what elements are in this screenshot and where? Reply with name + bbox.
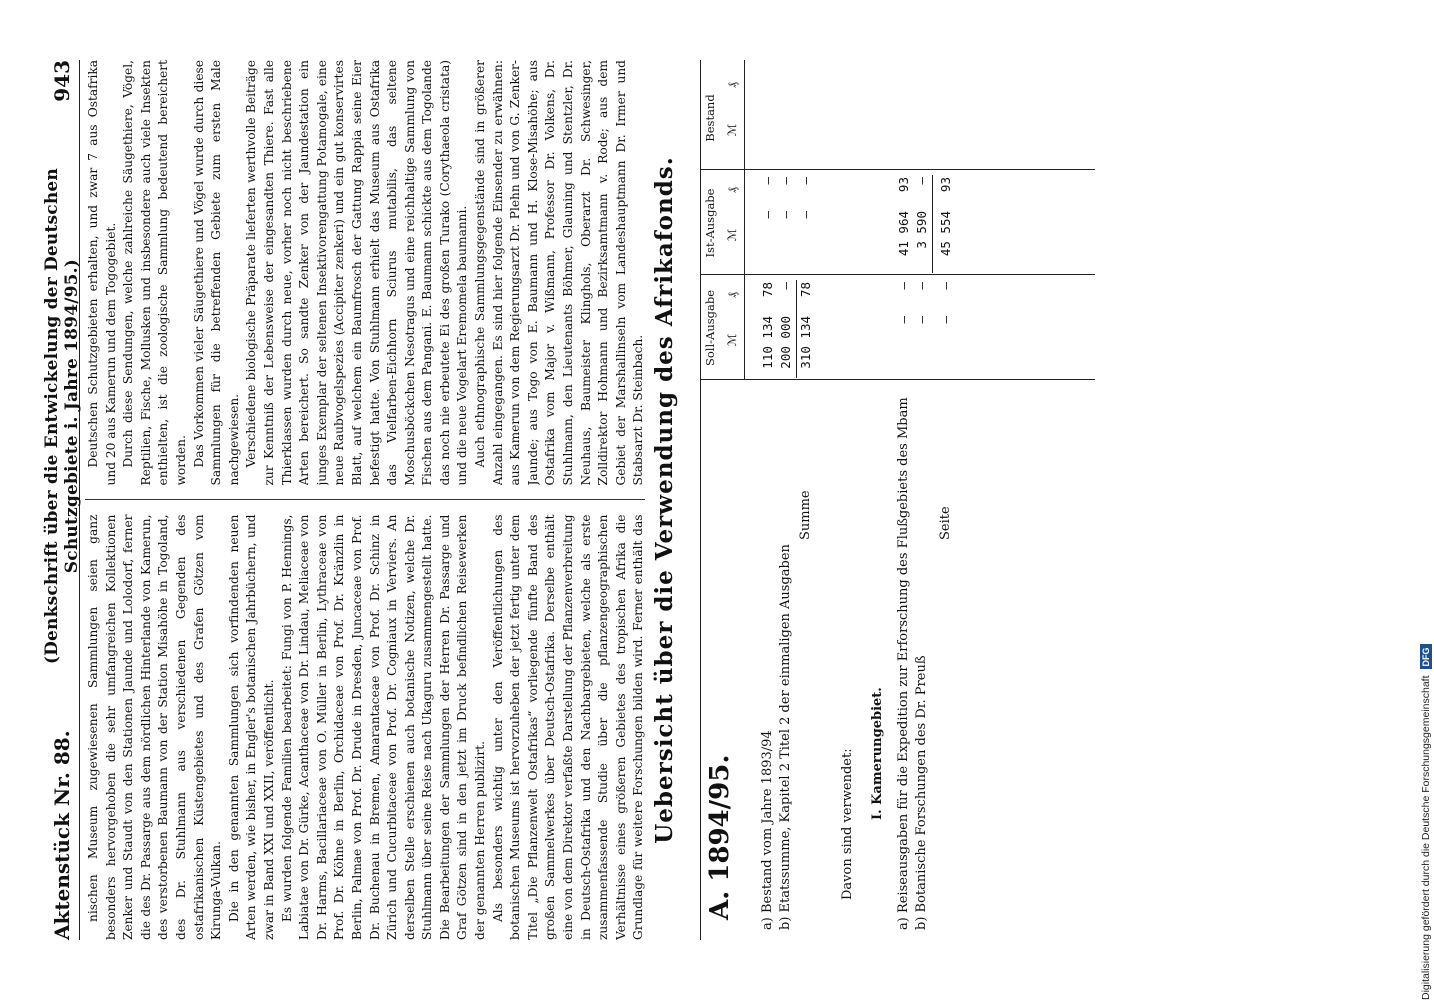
page-header [42,60,82,940]
table-rule [796,280,797,378]
currency-mark: ℳ [725,333,739,347]
digitization-credit [1418,0,1434,1000]
table-rule [932,175,933,273]
paragraph: Die in den genannten Sammlungen sich vorfindenden neuen Arten werden, wie bisher, in Engler's botanischen Jahrbüchern, und zwar in Band XXI und XXII, veröffentlicht. [226,514,276,940]
col-header-soll: Soll-Ausgabe [703,289,717,367]
col-header-ist: Ist-Ausgabe [703,188,717,258]
paragraph: Deutschen Schutzgebieten erhalten, und zwar 7 aus Ostafrika und 20 aus Kamerun und dem Togogebiet. [86,60,118,486]
text-columns [85,60,645,940]
document-title: (Denkschrift über die Entwickelung der Deutschen Schutzgebiete i. Jahre 1894/95.) [42,168,82,665]
currency-mark: ₰ [725,292,739,298]
ledger-sum-row: Summe 310 134 78 — — [798,177,813,540]
paragraph: Das Vorkommen vieler Säugethiere und Vögel wurde durch diese Sammlungen für die betreffenden Gebiete zum ersten Male nachgewiesen. [191,60,241,486]
dfg-logo: DFG [1420,644,1432,669]
col-header-bestand: Bestand [703,94,717,142]
currency-mark: ℳ [725,228,739,242]
paragraph: Durch diese Sendungen, welche zahlreiche Säugethiere, Vögel, Reptilien, Fische, Mollusken und insbesondere auch viele Insekten enthielten, ist die zoologische Sammlung bedeutend bereichert worden. [121,60,188,486]
currency-mark: ℳ [725,123,739,137]
column-divider [85,500,645,501]
ledger-section: I. Kamerungebiet. [870,687,885,820]
paragraph: Als besonders wichtig unter den Veröffentlichungen des botanischen Museums ist hervorzuheben der jetzt fertig unter dem Titel „Die Pflanzenwelt Ostafrikas“ vorliegende fünfte Band des großen Sammelwerkes über Deutsch-Ostafrika. Derselbe enthält eine von dem Direktor verfaßte Darstellung der Pflanzenverbreitung in Deutsch-Ostafrika und den Nachbargebieten, welche als erste zusammenfassende Studie über die pflanzengeographischen Verhältnisse eines größeren Gebietes des tropischen Afrika die Grundlage für weitere Forschungen bilden wird. Ferner enthält das [490,514,645,940]
ledger-row: a) Reiseausgaben für die Expedition zur Erforschung des Flußgebiets des Mbam — — 41 964 93 [896,177,911,930]
overview-title: Uebersicht über die Verwendung des Afrikafonds. [651,156,678,844]
paragraph: Auch ethnographische Sammlungsgegenstände sind in größerer Anzahl eingegangen. Es sind hier folgende Einsender zu erwähnen: aus Kamerun von dem Regierungsarzt Dr. Plehn und von G. Zenker-Jaunde; aus Togo von E. Baumann und H. Klose-Misahöhe; aus Ostafrika vom Major v. Wißmann, Professor Dr. Volkens, Dr. Stuhlmann, den Lieutenants Böhmer, Glauning und Stentzler, Dr. Neuhaus, Baumeister Klinghols, Oberarzt Dr. Schwesinger, Zolldirektor Hohmann und Bezirksamtmann v. Rode; aus dem Gebiet der Marshallinseln vom Landeshauptmann Dr. Irmer und Stabsarzt Dr. Steinbach. [473,60,645,486]
ledger-row: b) Etatssumme, Kapitel 2 Titel 2 der einmaligen Ausgaben 200 000 — — — [778,177,793,930]
document-number: Aktenstück Nr. 88. [50,730,74,940]
ledger-row: a) Bestand vom Jahre 1893/94 110 134 78 — — [760,177,775,930]
ledger-table [700,60,1095,940]
fiscal-year: A. 1894/95. [705,754,735,920]
ledger-note: Davon sind verwendet: [840,748,855,900]
ledger-row: b) Botanische Forschungen des Dr. Preuß — — 3 590 — [914,177,929,930]
currency-mark: ₰ [725,187,739,193]
right-column [85,60,645,486]
credit-text: Digitalisierung gefördert durch die Deutsche Forschungsgemeinschaft [1420,675,1432,1000]
table-rule [700,60,701,940]
left-column [85,515,645,941]
table-rule [744,60,745,380]
page-number: 943 [50,60,74,102]
paragraph: Verschiedene biologische Präparate lieferten werthvolle Beiträge zur Kenntniß der Lebensweise der eingesandten Thiere. Fast alle Thierklassen wurden durch neue, vorher noch nicht beschriebene Arten bereichert. So sandte Zenker von der Jaundestation ein junges Exemplar der seltenen Insektivorengattung Potamogale, eine neue Raubvogelspezies (Accipiter zenkeri) und ein gut konservirtes Blatt, auf welchem ein Baumfrosch der Gattung Rappia seine Eier befestigt hatte. Von Stuhlmann erhielt das Museum aus Ostafrika das Vielfarben-Eichhorn Sciurus mutabilis, das seltene Moschusböckchen Nesotragus und eine reichhaltige Sammlung von Fischen aus dem Pangani. E. Baumann schickte aus dem Togolande das noch nie erbeutete Ei des großen Turako (Corythaeola cristata) und die neue Vogelart Eremomela baumanni. [244,60,470,486]
currency-mark: ₰ [725,82,739,88]
paragraph: Es wurden folgende Familien bearbeitet: Fungi von P. Hennings, Labiatae von Dr. Gürke, Acanthaceae von Dr. Lindau, Meliaceae von Dr. Harms, Bacillariaceae von O. Müller in Berlin, Lythraceae von Prof. Dr. Köhne in Berlin, Orchidaceae von Prof. Dr. Kränzlin in Berlin, Palmae von Prof. Dr. Drude in Dresden, Juncaceae von Prof. Dr. Buchenau in Bremen, Amarantaceae von Prof. Dr. Schinz in Zürich und Cucurbitaceae von Prof. Dr. Cogniaux in Verviers. An derselben Stelle erschienen auch botanische Notizen, welche Dr. Stuhlmann über seine Reise nach Ukaguru zusammengestellt hatte. Die Bearbeitungen der Sammlungen der Herren Dr. Passarge und Graf Götzen sind in den jetzt im Druck befindlichen Reisewerken der genannten Herren publizirt. [279,514,488,940]
ledger-page-total: Seite — — 45 554 93 [938,177,953,540]
paragraph: nischen Museum zugewiesenen Sammlungen seien ganz besonders hervorgehoben die sehr umfangreichen Kollektionen Zenker und Staudt von den Stationen Jaunde und Lolodorf, ferner die des Dr. Passarge aus dem nördlichen Hinterlande von Kamerun, des verstorbenen Baumann von der Station Misahöhe in Togoland, des Dr. Stuhlmann aus verschiedenen Gegenden des ostafrikanischen Küstengebietes und des Grafen Götzen vom Kirunga-Vulkan. [86,514,224,940]
